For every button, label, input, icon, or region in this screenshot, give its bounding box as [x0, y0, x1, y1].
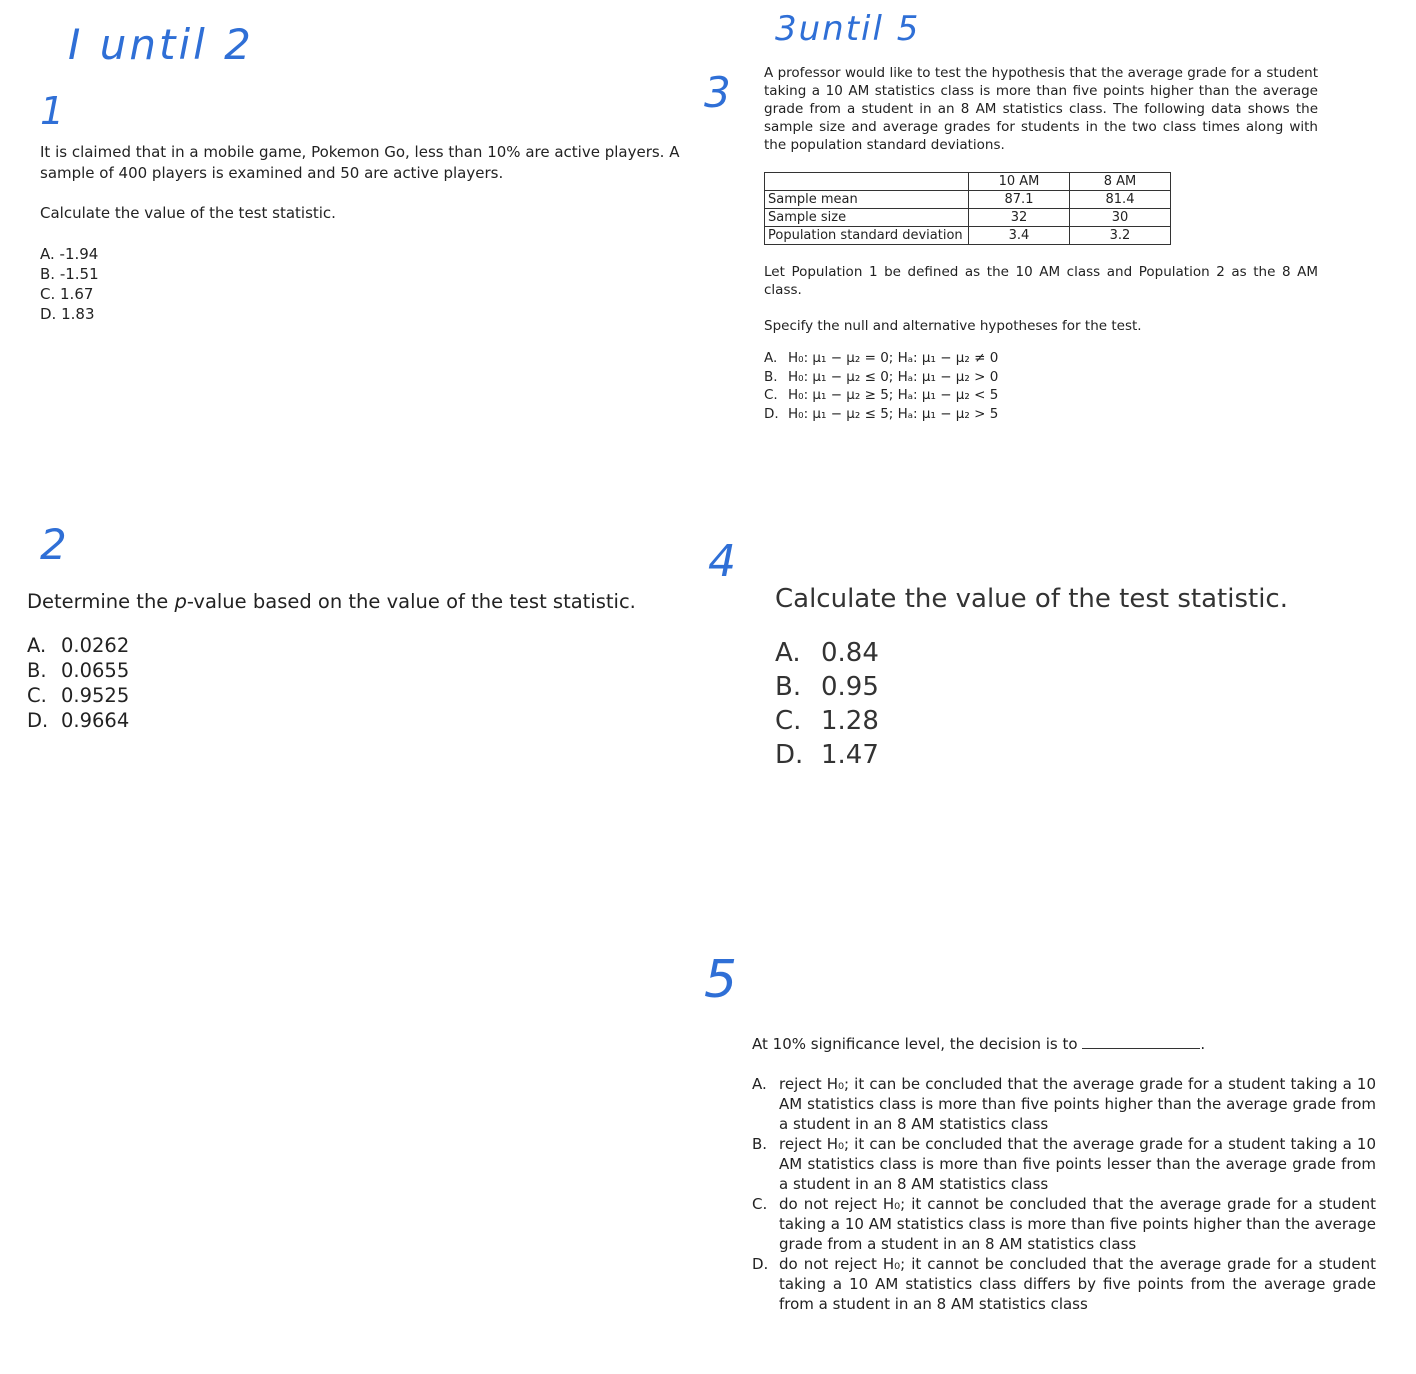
table-cell: Sample size [765, 209, 969, 227]
answer-blank [1082, 1036, 1200, 1049]
option-a[interactable]: A. -1.94 [40, 245, 99, 263]
question-2-text-post: -value based on the value of the test statistic. [186, 590, 636, 613]
question-1 [40, 142, 700, 324]
option-key: B. [752, 1135, 768, 1153]
option-text: 0.0262 [61, 634, 130, 657]
option-a[interactable] [775, 636, 1335, 670]
question-5-options [752, 1074, 1376, 1314]
question-3-prompt: A professor would like to test the hypothesis that the average grade for a student taking a 10 AM statistics class is more than five points higher than the average grade from a student in an 8 AM statistics class. The following data shows the sample size and average grades for students in the two class times along with the population standard deviations. [764, 65, 1318, 153]
question-4-options [775, 636, 1335, 772]
option-text: 1.47 [821, 740, 879, 770]
table-cell: 3.2 [1070, 227, 1171, 245]
option-key: C. [764, 387, 778, 403]
table-cell: Population standard deviation [765, 227, 969, 245]
option-d[interactable] [27, 708, 647, 733]
option-text: 0.84 [821, 638, 879, 668]
table-header-cell: 10 AM [969, 173, 1070, 191]
handwritten-note-1-until-2: I until 2 [68, 20, 254, 69]
question-1-text: Calculate the value of the test statistic. [40, 204, 336, 222]
option-c[interactable]: C. 1.67 [40, 285, 94, 303]
option-b[interactable] [775, 670, 1335, 704]
handwritten-note-3-until-5: 3until 5 [775, 9, 921, 49]
option-text: H₀: μ₁ − μ₂ ≤ 5; Hₐ: μ₁ − μ₂ > 5 [788, 405, 999, 422]
option-key: C. [775, 706, 802, 736]
option-b[interactable] [764, 368, 1318, 387]
option-key: A. [27, 634, 47, 657]
option-a[interactable] [752, 1074, 1376, 1134]
option-text: reject H₀; it can be concluded that the average grade for a student taking a 10 AM statistics class is more than five points lesser than the average grade from a student in an 8 AM statistics class [779, 1135, 1376, 1193]
option-d[interactable] [764, 405, 1318, 424]
option-c[interactable] [752, 1194, 1376, 1254]
question-4 [775, 584, 1335, 772]
question-5-text-post: . [1200, 1035, 1206, 1053]
question-3-definition: Let Population 1 be defined as the 10 AM class and Population 2 as the 8 AM class. [764, 264, 1318, 298]
question-5 [752, 1034, 1376, 1314]
option-text: 0.0655 [61, 659, 130, 682]
option-c[interactable] [775, 704, 1335, 738]
question-2-text [27, 590, 647, 613]
option-key: A. [775, 638, 801, 668]
question-5-text-pre: At 10% significance level, the decision is to [752, 1035, 1078, 1053]
question-2-options [27, 633, 647, 733]
question-3-text: Specify the null and alternative hypotheses for the test. [764, 318, 1142, 334]
table-cell: 81.4 [1070, 191, 1171, 209]
option-text: 0.95 [821, 672, 879, 702]
option-a[interactable] [764, 349, 1318, 368]
option-key: D. [775, 740, 804, 770]
question-1-options [40, 244, 700, 324]
option-key: A. [752, 1075, 767, 1093]
question-2 [27, 590, 647, 733]
data-table [764, 172, 1171, 245]
handwritten-number-1: 1 [40, 89, 65, 133]
option-text: 0.9525 [61, 684, 130, 707]
option-c[interactable] [764, 386, 1318, 405]
question-5-text [752, 1034, 1376, 1054]
table-cell: Sample mean [765, 191, 969, 209]
option-d[interactable] [775, 738, 1335, 772]
option-key: D. [752, 1255, 769, 1273]
option-key: C. [27, 684, 47, 707]
option-b[interactable] [27, 658, 647, 683]
option-key: B. [775, 672, 802, 702]
option-b[interactable]: B. -1.51 [40, 265, 99, 283]
option-text: H₀: μ₁ − μ₂ ≤ 0; Hₐ: μ₁ − μ₂ > 0 [788, 368, 999, 385]
option-text: 1.28 [821, 706, 879, 736]
table-row [765, 209, 1171, 227]
option-a[interactable] [27, 633, 647, 658]
option-key: A. [764, 350, 778, 366]
table-header-cell: 8 AM [1070, 173, 1171, 191]
table-header-cell [765, 173, 969, 191]
option-key: D. [764, 405, 779, 422]
option-d[interactable]: D. 1.83 [40, 305, 95, 323]
option-d[interactable] [752, 1254, 1376, 1314]
option-text: reject H₀; it can be concluded that the average grade for a student taking a 10 AM statistics class is more than five points higher than the average grade from a student in an 8 AM statistics class [779, 1075, 1376, 1133]
question-3-options [764, 349, 1318, 423]
p-symbol: p [174, 590, 187, 613]
table-row [765, 191, 1171, 209]
option-text: do not reject H₀; it cannot be concluded that the average grade for a student taking a 10 AM statistics class is more than five points higher than the average grade from a student in an 8 AM statistics class [779, 1195, 1376, 1253]
option-key: B. [27, 659, 47, 682]
option-text: H₀: μ₁ − μ₂ ≥ 5; Hₐ: μ₁ − μ₂ < 5 [788, 387, 999, 403]
table-cell: 87.1 [969, 191, 1070, 209]
question-4-text: Calculate the value of the test statistic. [775, 584, 1288, 614]
table-header-row [765, 173, 1171, 191]
option-c[interactable] [27, 683, 647, 708]
option-b[interactable] [752, 1134, 1376, 1194]
handwritten-number-4: 4 [708, 536, 736, 587]
table-cell: 32 [969, 209, 1070, 227]
option-text: 0.9664 [61, 709, 130, 732]
handwritten-number-3: 3 [704, 68, 731, 117]
option-key: C. [752, 1195, 768, 1213]
option-text: H₀: μ₁ − μ₂ = 0; Hₐ: μ₁ − μ₂ ≠ 0 [788, 350, 999, 366]
option-key: D. [27, 709, 49, 732]
handwritten-number-2: 2 [40, 520, 67, 569]
table-row [765, 227, 1171, 245]
table-cell: 3.4 [969, 227, 1070, 245]
option-text: do not reject H₀; it cannot be concluded that the average grade for a student taking a 10 AM statistics class differs by five points from the average grade from a student in an 8 AM statistics class [779, 1255, 1376, 1313]
question-1-prompt: It is claimed that in a mobile game, Pokemon Go, less than 10% are active players. A sample of 400 players is examined and 50 are active players. [40, 143, 680, 182]
question-3 [764, 64, 1318, 423]
option-key: B. [764, 368, 778, 385]
question-2-text-pre: Determine the [27, 590, 175, 613]
table-cell: 30 [1070, 209, 1171, 227]
handwritten-number-5: 5 [704, 950, 738, 1010]
